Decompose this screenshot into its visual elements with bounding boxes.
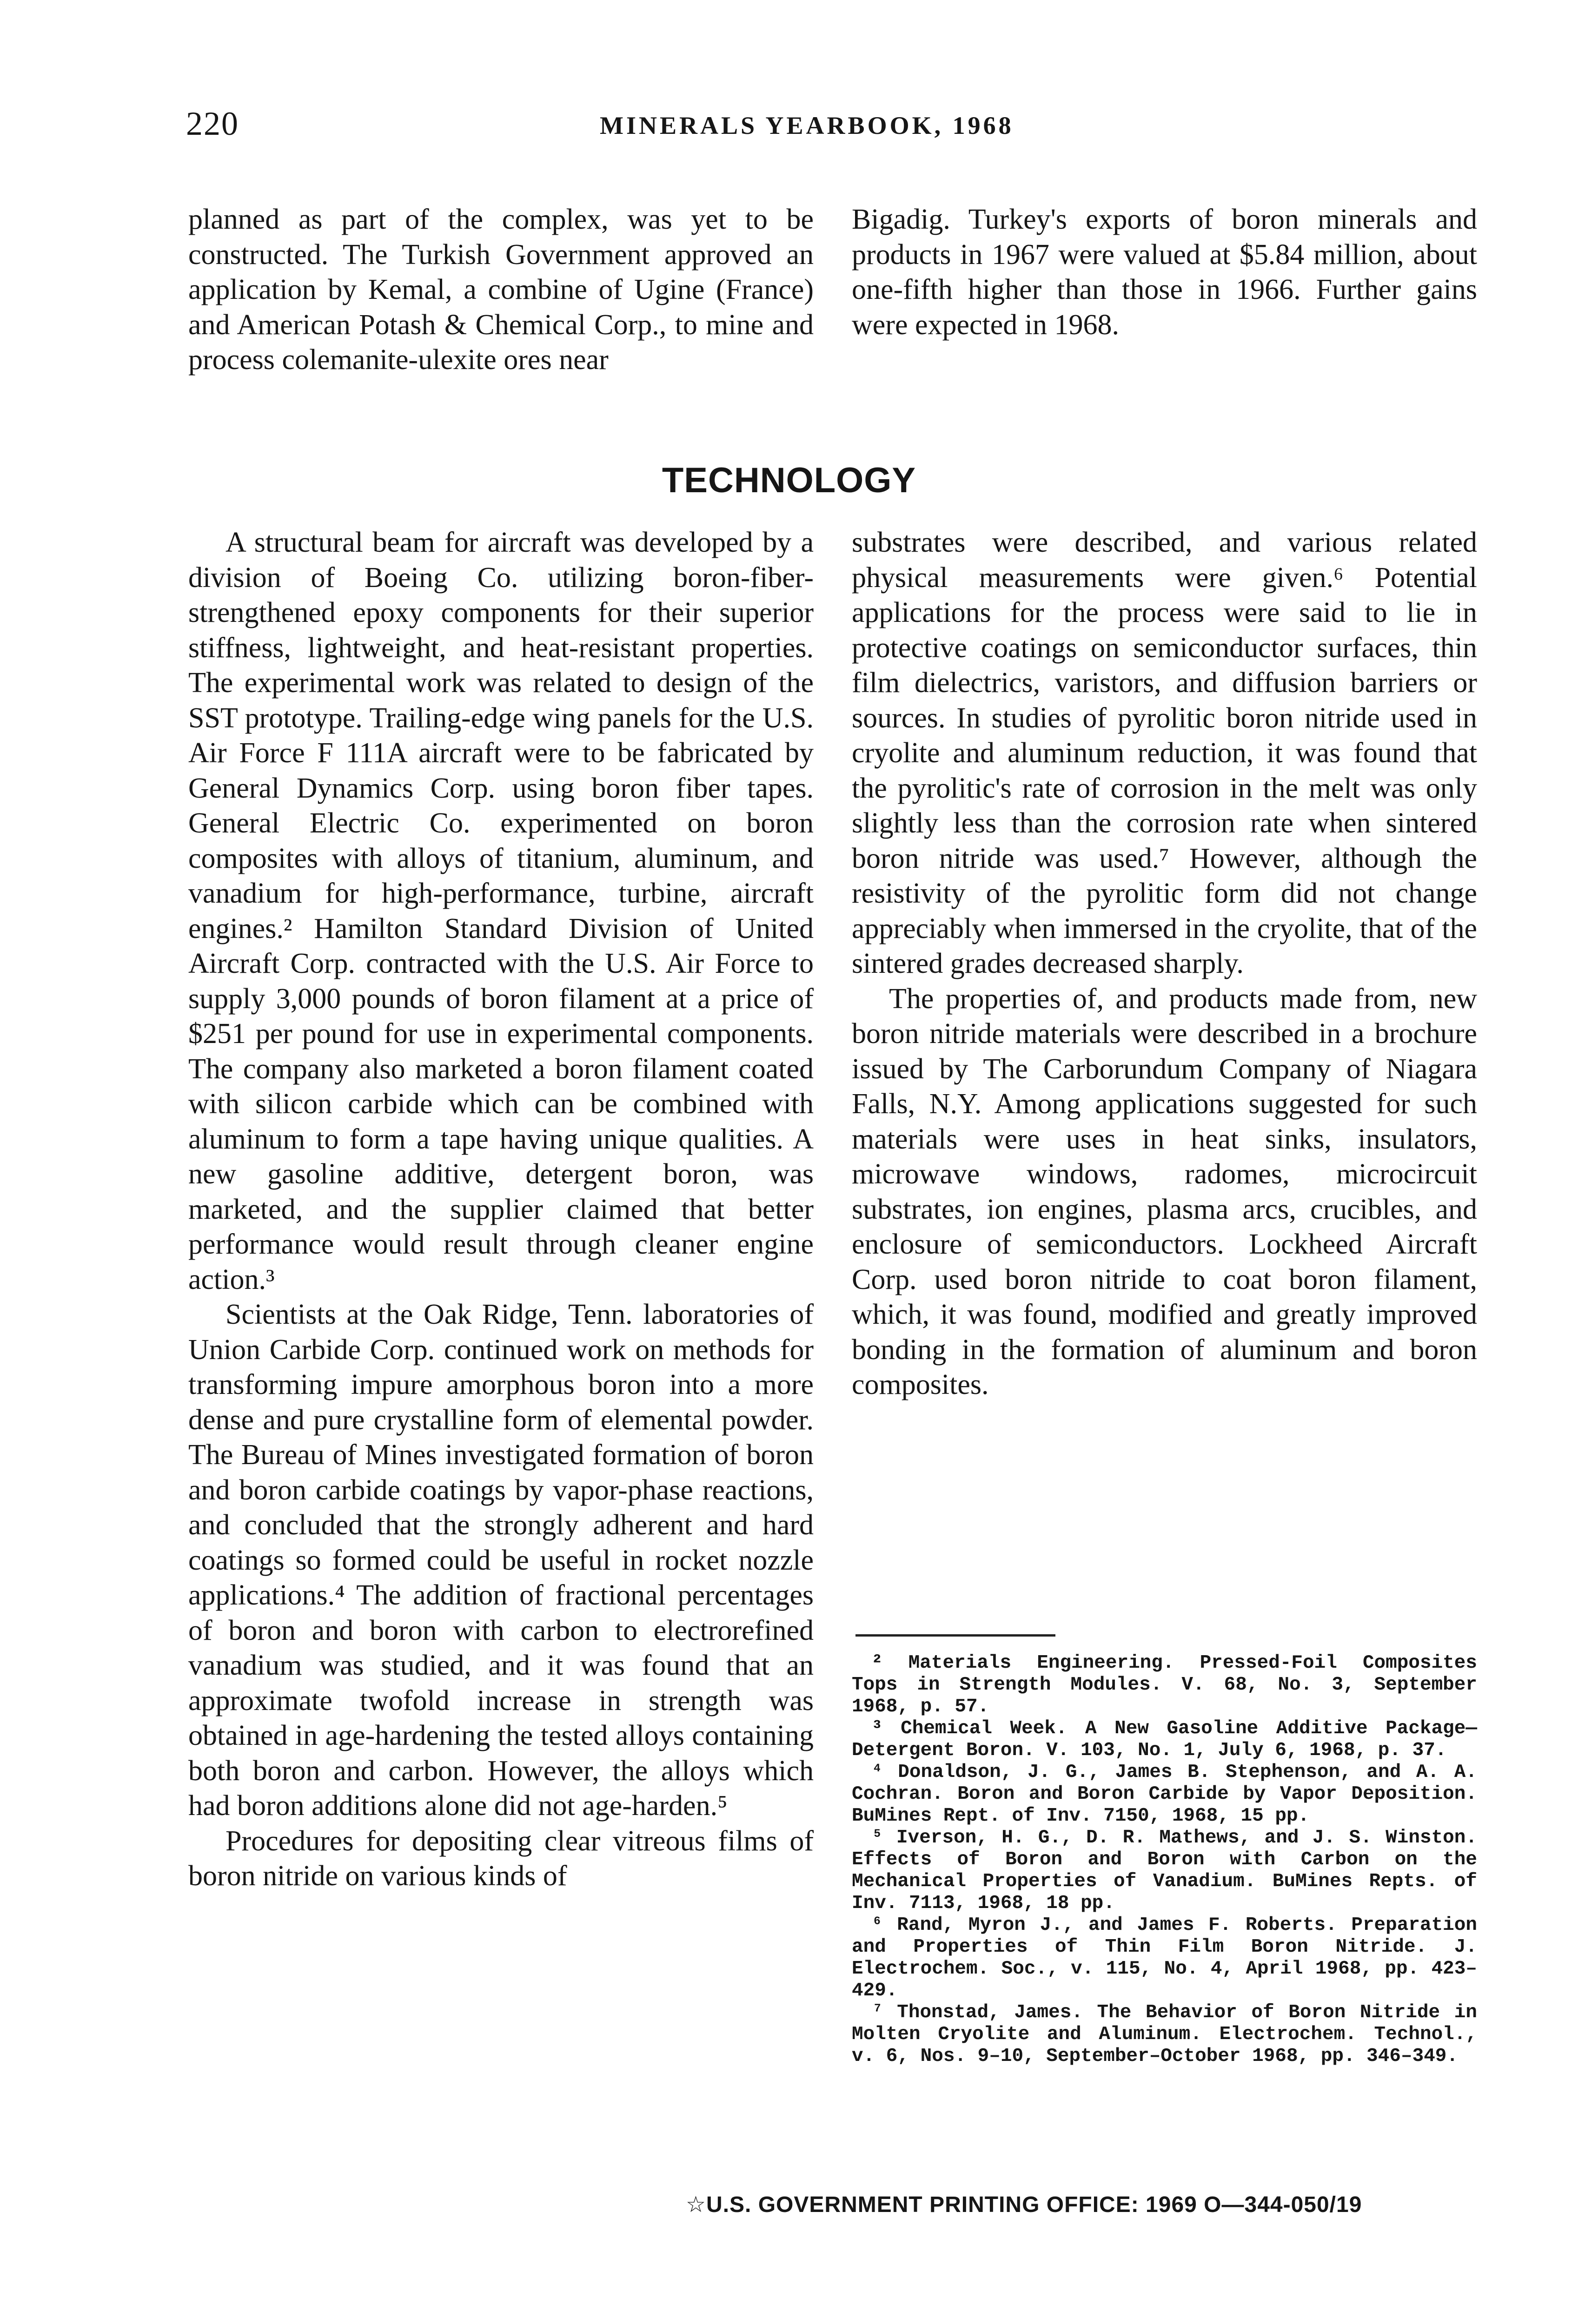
section-heading: TECHNOLOGY: [662, 461, 916, 500]
footnote-divider: [855, 1634, 1055, 1637]
footnote-4: ⁴ Donaldson, J. G., James B. Stephenson, and A. A. Cochran. Boron and Boron Carbide by Vapor Deposition. BuMines Rept. of Inv. 7150, 1968, 15 pp.: [852, 1762, 1477, 1827]
footnote-3: ³ Chemical Week. A New Gasoline Additive Package—Detergent Boron. V. 103, No. 1, July 6, 1968, p. 37.: [852, 1718, 1477, 1761]
paragraph-vitreous-films: Procedures for depositing clear vitreous films of boron nitride on various kinds of: [188, 1825, 814, 1892]
intro-left-paragraph: planned as part of the complex, was yet to be constructed. The Turkish Government approved an application by Kemal, a combine of Ugine (France) and American Potash & Chemical Corp., to mine and process colemanite-ulexite ores near: [188, 204, 814, 376]
page-header: [0, 105, 1578, 160]
printing-office-imprint: ☆U.S. GOVERNMENT PRINTING OFFICE: 1969 O—344-050/19: [686, 2192, 1362, 2217]
paragraph-oak-ridge: Scientists at the Oak Ridge, Tenn. laboratories of Union Carbide Corp. continued work on methods for transforming impure amorphous boron into a more dense and pure crystalline form of elemental powder. The Bureau of Mines investigated formation of boron and boron carbide coatings by vapor-phase reactions, and concluded that the strongly adherent and hard coatings so formed could be useful in rocket nozzle applications.⁴ The addition of fractional percentages of boron and boron with carbon to electrorefined vanadium was studied, and it was found that an approximate twofold increase in strength was obtained in age-hardening the tested alloys containing both boron and carbon. However, the alloys which had boron additions alone did not age-harden.⁵: [188, 1299, 814, 1822]
paragraph-structural-beam: A structural beam for aircraft was developed by a division of Boeing Co. utilizing boron-fiber-strengthened epoxy components for their superior stiffness, lightweight, and heat-resistant properties. The experimental work was related to design of the SST prototype. Trailing-edge wing panels for the U.S. Air Force F 111A aircraft were to be fabricated by General Dynamics Corp. using boron fiber tapes. General Electric Co. experimented on boron composites with alloys of titanium, aluminum, and vanadium for high-performance, turbine, aircraft engines.² Hamilton Standard Division of United Aircraft Corp. contracted with the U.S. Air Force to supply 3,000 pounds of boron filament at a price of $251 per pound for use in experimental components. The company also marketed a boron filament coated with silicon carbide which can be combined with aluminum to form a tape having unique qualities. A new gasoline additive, detergent boron, was marketed, and the supplier claimed that better performance would result through cleaner engine action.³: [188, 527, 814, 1295]
page-number: 220: [186, 105, 239, 142]
intro-right-column: [852, 202, 1477, 343]
intro-right-paragraph: Bigadig. Turkey's exports of boron minerals and products in 1967 were valued at $5.84 million, about one-fifth higher than those in 1966. Further gains were expected in 1968.: [852, 204, 1477, 341]
intro-left-column: [188, 202, 814, 378]
paragraph-substrates: substrates were described, and various related physical measurements were given.⁶ Potential applications for the process were said to lie in protective coatings on semiconductor surfaces, thin film dielectrics, varistors, and diffusion barriers or sources. In studies of pyrolitic boron nitride used in cryolite and aluminum reduction, it was found that the pyrolitic's rate of corrosion in the melt was only slightly less than the corrosion rate when sintered boron nitride was used.⁷ However, although the resistivity of the pyrolitic form did not change appreciably when immersed in the cryolite, that of the sintered grades decreased sharply.: [852, 527, 1477, 979]
running-title: MINERALS YEARBOOK, 1968: [600, 112, 1014, 139]
footnote-7: ⁷ Thonstad, James. The Behavior of Boron Nitride in Molten Cryolite and Aluminum. Electrochem. Technol., v. 6, Nos. 9–10, September–October 1968, pp. 346–349.: [852, 2002, 1477, 2067]
footnotes: [852, 1652, 1477, 2067]
footnote-5: ⁵ Iverson, H. G., D. R. Mathews, and J. S. Winston. Effects of Boron and Boron with Carbon on the Mechanical Properties of Vanadium. BuMines Repts. of Inv. 7113, 1968, 18 pp.: [852, 1827, 1477, 1914]
footnote-6: ⁶ Rand, Myron J., and James F. Roberts. Preparation and Properties of Thin Film Boron Nitride. J. Electrochem. Soc., v. 115, No. 4, April 1968, pp. 423–429.: [852, 1915, 1477, 2001]
right-column: [852, 525, 1477, 1403]
paragraph-carborundum: The properties of, and products made from, new boron nitride materials were described in a brochure issued by The Carborundum Company of Niagara Falls, N.Y. Among applications suggested for such materials were uses in heat sinks, insulators, microwave windows, radomes, microcircuit substrates, ion engines, plasma arcs, crucibles, and enclosure of semiconductors. Lockheed Aircraft Corp. used boron nitride to coat boron filament, which, it was found, modified and greatly improved bonding in the formation of aluminum and boron composites.: [852, 983, 1477, 1400]
left-column: [188, 525, 814, 1894]
footnote-2: ² Materials Engineering. Pressed-Foil Composites Tops in Strength Modules. V. 68, No. 3, September 1968, p. 57.: [852, 1652, 1477, 1717]
